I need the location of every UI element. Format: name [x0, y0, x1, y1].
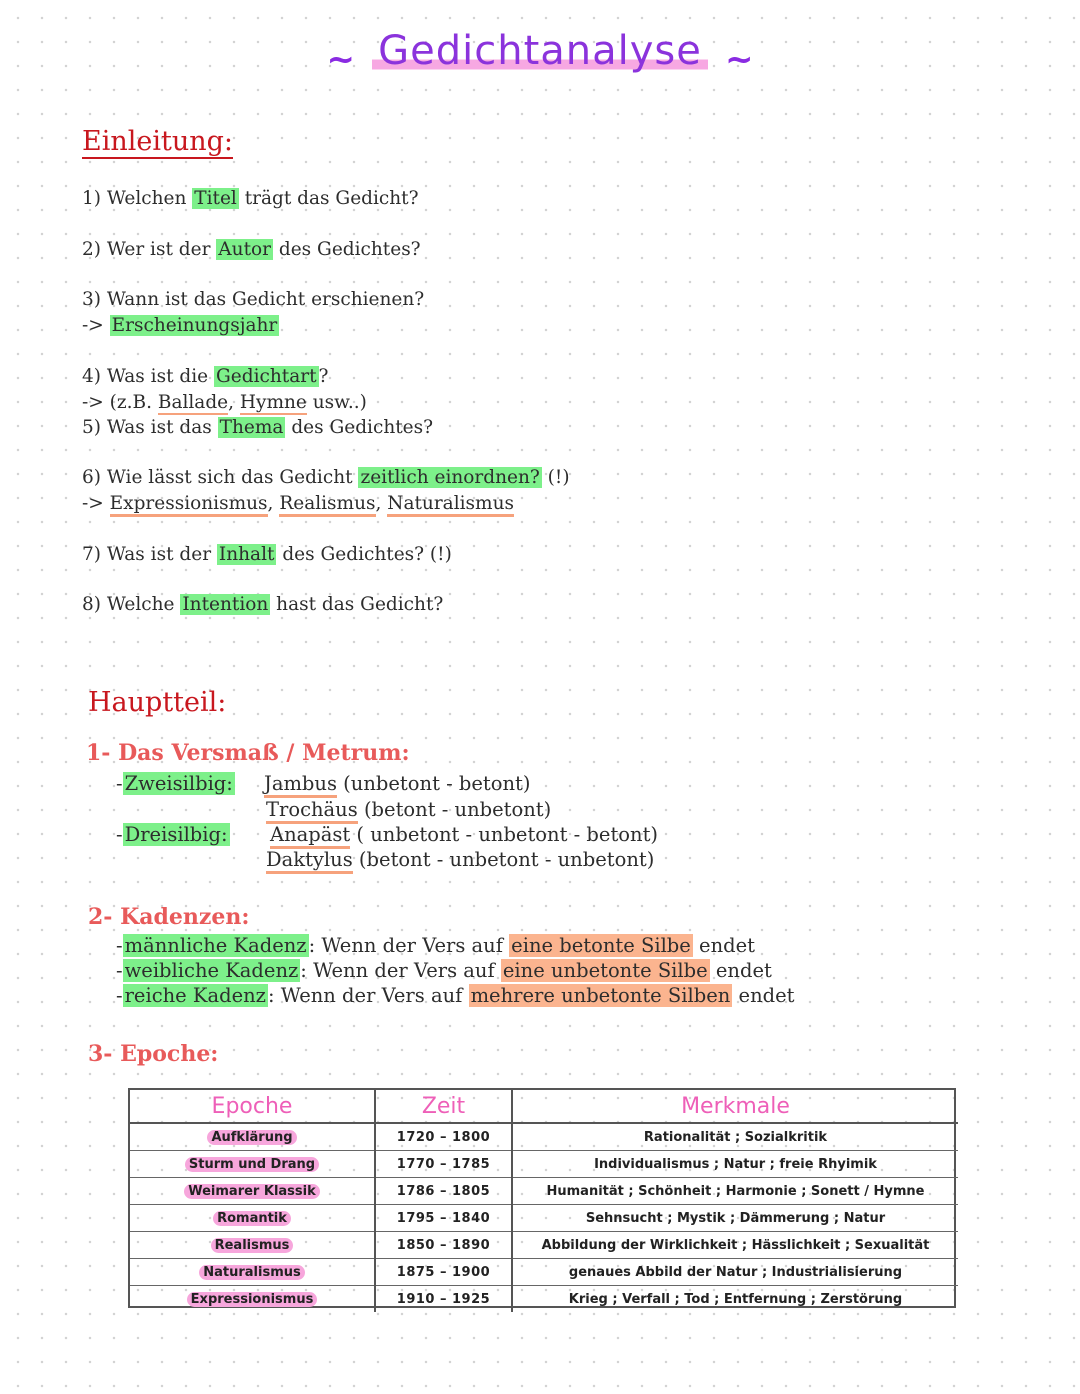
- trochaus-line: [266, 798, 551, 821]
- jambus-line: [264, 772, 531, 795]
- kadenz-2-end: endet: [709, 959, 772, 982]
- merkmale-cell: Abbildung der Wirklichkeit ; Hässlichkeit ; Sexualität: [512, 1232, 958, 1259]
- q6-naturalismus: Naturalismus: [387, 493, 514, 517]
- trochaus-name: Trochäus: [266, 798, 358, 824]
- kadenz-1-end: endet: [692, 934, 755, 957]
- q5-highlight: Thema: [219, 417, 284, 438]
- epoche-heading: 3- Epoche:: [88, 1041, 219, 1067]
- q8-highlight: Intention: [182, 594, 269, 615]
- question-6-answer: [82, 493, 514, 514]
- epoche-cell: [130, 1151, 375, 1178]
- epoche-cell: [130, 1259, 375, 1286]
- kadenzen-heading: 2- Kadenzen:: [88, 904, 250, 930]
- q2-post: des Gedichtes?: [273, 239, 421, 260]
- q6-highlight: zeitlich einordnen?: [360, 467, 540, 488]
- kadenz-2-dash: -: [116, 959, 123, 982]
- anapast-desc: ( unbetont - unbetont - betont): [350, 823, 659, 846]
- q6-sep-2: ,: [375, 493, 388, 514]
- kadenz-item-2: [116, 959, 772, 982]
- zeit-cell: 1875 – 1900: [375, 1259, 512, 1286]
- table-row: [130, 1286, 958, 1313]
- q1-pre: 1) Welchen: [82, 188, 193, 209]
- epoche-pill: Weimarer Klassik: [184, 1184, 320, 1199]
- q6-pre: 6) Wie lässt sich das Gedicht: [82, 467, 359, 488]
- epoche-cell: [130, 1205, 375, 1232]
- title-text: Gedichtanalyse: [372, 28, 708, 74]
- kadenz-item-3: [116, 984, 795, 1007]
- epoche-pill: Sturm und Drang: [185, 1157, 319, 1172]
- page-title: [0, 28, 1080, 80]
- q6-sep-1: ,: [267, 493, 280, 514]
- kadenz-2-label: weibliche Kadenz: [124, 959, 299, 982]
- merkmale-cell: Humanität ; Schönheit ; Harmonie ; Sonett / Hymne: [512, 1178, 958, 1205]
- q4-post: ?: [318, 366, 329, 387]
- zeit-cell: 1910 – 1925: [375, 1286, 512, 1313]
- kadenz-1-highlight: eine betonte Silbe: [511, 934, 691, 957]
- q1-post: trägt das Gedicht?: [238, 188, 419, 209]
- q1-highlight: Titel: [194, 188, 237, 209]
- dreisilbig-text: Dreisilbig:: [124, 823, 228, 846]
- zeit-cell: 1786 – 1805: [375, 1178, 512, 1205]
- epoche-cell: [130, 1178, 375, 1205]
- zeit-cell: 1850 – 1890: [375, 1232, 512, 1259]
- epoche-pill: Naturalismus: [199, 1265, 305, 1280]
- kadenz-3-mid: : Wenn der Vers auf: [267, 984, 469, 1007]
- q2-highlight: Autor: [218, 239, 271, 260]
- question-4: [82, 366, 328, 387]
- epoch-table: [128, 1088, 956, 1308]
- q3-text: 3) Wann ist das Gedicht erschienen?: [82, 289, 425, 310]
- q8-post: hast das Gedicht?: [270, 594, 444, 615]
- merkmale-cell: Individualismus ; Natur ; freie Rhyimik: [512, 1151, 958, 1178]
- q7-post: des Gedichtes? (!): [276, 544, 452, 565]
- epoch-table-header: [130, 1090, 958, 1123]
- kadenz-1-dash: -: [116, 934, 123, 957]
- question-6: [82, 467, 570, 488]
- epoche-pill: Expressionismus: [187, 1292, 318, 1307]
- table-row: [130, 1151, 958, 1178]
- column-header-zeit: Zeit: [375, 1090, 512, 1123]
- q5-pre: 5) Was ist das: [82, 417, 218, 438]
- merkmale-cell: Krieg ; Verfall ; Tod ; Entfernung ; Zerstörung: [568, 1291, 903, 1307]
- epoche-cell: [130, 1286, 375, 1313]
- daktylus-desc: (betont - unbetont - unbetont): [352, 848, 655, 871]
- question-2: [82, 239, 421, 260]
- q5-post: des Gedichtes?: [285, 417, 434, 438]
- trochaus-desc: (betont - unbetont): [357, 798, 552, 821]
- kadenz-3-dash: -: [116, 984, 123, 1007]
- kadenz-2-mid: : Wenn der Vers auf: [300, 959, 501, 982]
- column-header-merkmale: Merkmale: [512, 1090, 958, 1123]
- zeit-cell: 1795 – 1840: [375, 1205, 512, 1232]
- epoche-pill: Aufklärung: [207, 1130, 296, 1145]
- zeit-cell: 1720 – 1800: [375, 1123, 512, 1151]
- table-row: [130, 1205, 958, 1232]
- hauptteil-heading: Hauptteil:: [88, 687, 227, 718]
- title-tilde-right: ~: [724, 39, 754, 80]
- merkmale-cell: genaues Abbild der Natur ; Industrialisierung: [512, 1259, 958, 1286]
- zweisilbig-text: Zweisilbig:: [124, 772, 233, 795]
- q3-arrow: ->: [82, 315, 110, 336]
- table-row: [130, 1123, 958, 1151]
- zeit-cell: 1770 – 1785: [375, 1151, 512, 1178]
- daktylus-name: Daktylus: [266, 848, 353, 874]
- q4-highlight: Gedichtart: [216, 366, 317, 387]
- merkmale-cell: Rationalität ; Sozialkritik: [512, 1123, 958, 1151]
- kadenz-3-end: endet: [732, 984, 795, 1007]
- question-4-example: [82, 392, 367, 413]
- epoche-pill: Romantik: [213, 1211, 291, 1226]
- epoche-cell: [130, 1232, 375, 1259]
- kadenz-3-highlight: mehrere unbetonte Silben: [470, 984, 731, 1007]
- dreisilbig-label: [116, 823, 230, 846]
- einleitung-heading-text: Einleitung:: [82, 126, 233, 157]
- epoche-pill: Realismus: [211, 1238, 294, 1253]
- daktylus-line: [266, 848, 654, 871]
- q6-realismus: Realismus: [279, 493, 375, 517]
- jambus-name: Jambus: [264, 772, 337, 798]
- q4-ex-ballade: Ballade: [157, 392, 229, 413]
- kadenz-1-mid: : Wenn der Vers auf: [308, 934, 510, 957]
- q8-pre: 8) Welche: [82, 594, 181, 615]
- question-8: [82, 594, 443, 615]
- q4-pre: 4) Was ist die: [82, 366, 214, 387]
- versmass-heading: 1- Das Versmaß / Metrum:: [86, 740, 410, 766]
- kadenz-2-highlight: eine unbetonte Silbe: [502, 959, 708, 982]
- einleitung-heading: [82, 126, 233, 157]
- q4-ex-sep: ,: [228, 392, 240, 413]
- anapast-line: [270, 823, 658, 846]
- q2-pre: 2) Wer ist der: [82, 239, 217, 260]
- jambus-desc: (unbetont - betont): [336, 772, 531, 795]
- table-row: [130, 1259, 958, 1286]
- kadenz-1-label: männliche Kadenz: [124, 934, 307, 957]
- question-3: [82, 289, 424, 310]
- table-row: [130, 1232, 958, 1259]
- q3-highlight: Erscheinungsjahr: [111, 315, 278, 336]
- q6-expressionismus: Expressionismus: [110, 493, 268, 517]
- q7-highlight: Inhalt: [218, 544, 275, 565]
- q7-pre: 7) Was ist der: [82, 544, 217, 565]
- question-1: [82, 188, 419, 209]
- merkmale-cell: Sehnsucht ; Mystik ; Dämmerung ; Natur: [512, 1205, 958, 1232]
- q6-post: (!): [541, 467, 570, 488]
- kadenz-item-1: [116, 934, 755, 957]
- title-tilde-left: ~: [326, 39, 356, 80]
- column-header-epoche: Epoche: [130, 1090, 375, 1123]
- table-row: [130, 1178, 958, 1205]
- zweisilbig-label: [116, 772, 235, 795]
- kadenz-3-label: reiche Kadenz: [124, 984, 266, 1007]
- question-7: [82, 544, 452, 565]
- q4-ex-hymne: Hymne: [239, 392, 307, 413]
- q4-ex-post: usw..): [306, 392, 367, 413]
- question-5: [82, 417, 433, 438]
- q4-ex-pre: -> (z.B.: [82, 392, 158, 413]
- dreisilbig-dash: -: [116, 823, 123, 846]
- anapast-name: Anapäst: [270, 823, 350, 849]
- epoche-cell: [130, 1123, 375, 1151]
- q6-arrow: ->: [82, 493, 110, 514]
- question-3-answer: [82, 315, 279, 336]
- zweisilbig-dash: -: [116, 772, 123, 795]
